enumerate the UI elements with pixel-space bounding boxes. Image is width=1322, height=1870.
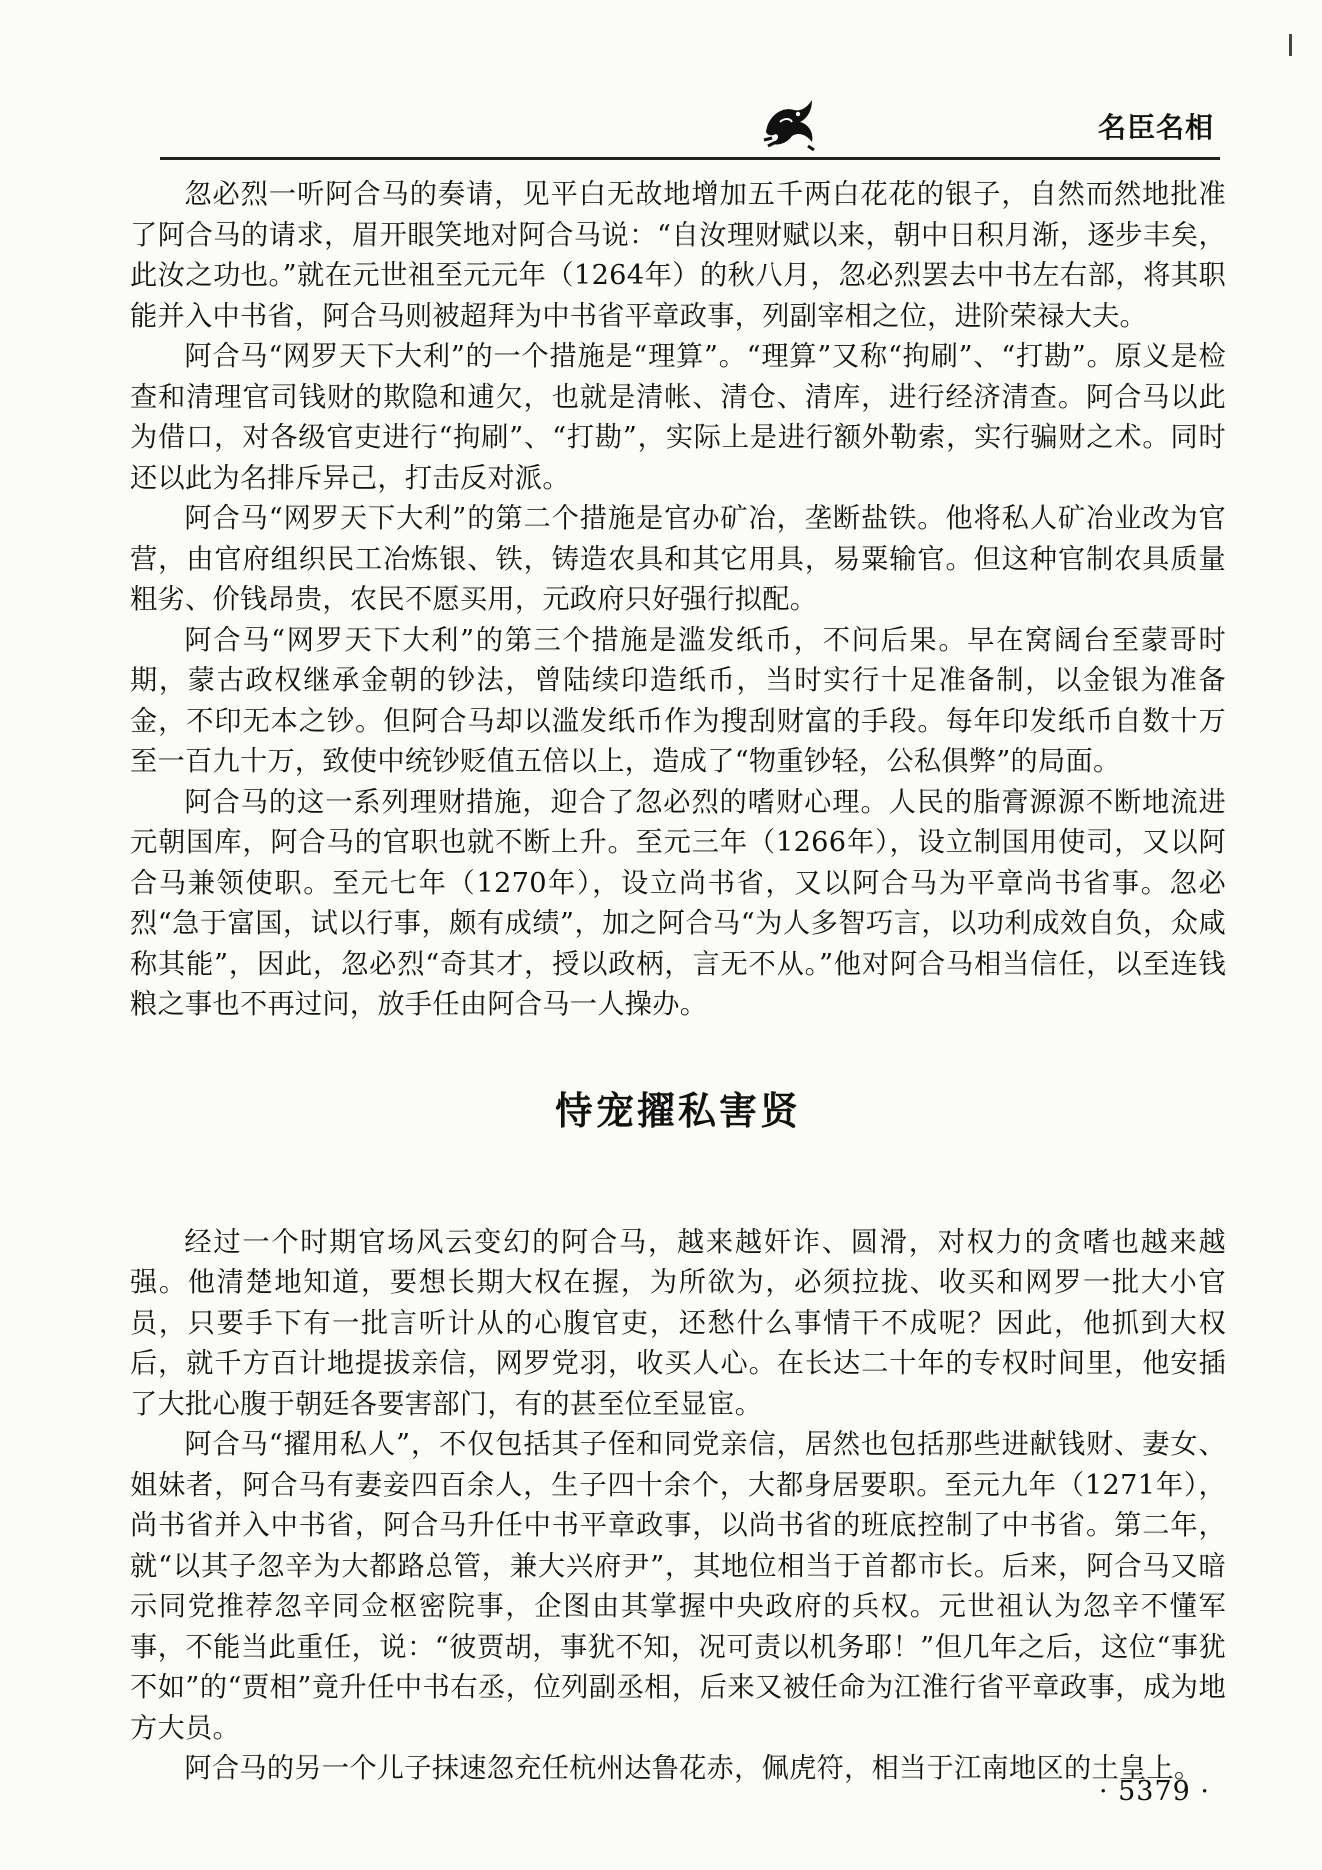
page-number: · 5379 ·	[1098, 1776, 1210, 1807]
paragraph: 阿合马“擢用私人”，不仅包括其子侄和同党亲信，居然也包括那些进献钱财、妻女、姐妹者，阿合马有妻妾四百余人，生子四十余个，大都身居要职。至元九年（1271年），尚书省并入中书省，阿合马升任中书平章政事，以尚书省的班底控制了中书省。第二年，就“以其子忽辛为大都路总管，兼大兴府尹”，其地位相当于首都市长。后来，阿合马又暗示同党推荐忽辛同佥枢密院事，企图由其掌握中央政府的兵权。元世祖认为忽辛不懂军事，不能当此重任，说：“彼贾胡，事犹不知，况可责以机务耶！”但几年之后，这位“事犹不如”的“贾相”竟升任中书右丞，位列副丞相，后来又被任命为江淮行省平章政事，成为地方大员。	[130, 1429, 1226, 1744]
main-text	[130, 175, 1226, 1790]
paragraph: 阿合马“网罗天下大利”的一个措施是“理算”。“理算”又称“拘刷”、“打勘”。原义是检查和清理官司钱财的欺隐和逋欠，也就是清帐、清仓、清库，进行经济清查。阿合马以此为借口，对各级官吏进行“拘刷”、“打勘”，实际上是进行额外勒索，实行骗财之术。同时还以此为名排斥异己，打击反对派。	[130, 341, 1226, 494]
running-title: 名臣名相	[1097, 111, 1214, 144]
dragon-emblem-icon	[758, 92, 820, 154]
paragraph: 阿合马的另一个儿子抹速忽充任杭州达鲁花赤，佩虎符，相当于江南地区的土皇上。	[184, 1753, 1202, 1784]
paragraph: 忽必烈一听阿合马的奏请，见平白无故地增加五千两白花花的银子，自然而然地批准了阿合马的请求，眉开眼笑地对阿合马说：“自汝理财赋以来，朝中日积月渐，逐步丰矣，此汝之功也。”就在元世祖至元元年（1264年）的秋八月，忽必烈罢去中书左右部，将其职能并入中书省，阿合马则被超拜为中书省平章政事，列副宰相之位，进阶荣禄大夫。	[130, 179, 1226, 332]
paragraph: 经过一个时期官场风云变幻的阿合马，越来越奸诈、圆滑，对权力的贪嗜也越来越强。他清楚地知道，要想长期大权在握，为所欲为，必须拉拢、收买和网罗一批大小官员，只要手下有一批言听计从的心腹官吏，还愁什么事情干不成呢？因此，他抓到大权后，就千方百计地提拔亲信，网罗党羽，收买人心。在长达二十年的专权时间里，他安插了大批心腹于朝廷各要害部门，有的甚至位至显宦。	[130, 1226, 1226, 1420]
section-heading: 恃宠擢私害贤	[554, 1088, 801, 1133]
paragraph: 阿合马的这一系列理财措施，迎合了忽必烈的嗜财心理。人民的脂膏源源不断地流进元朝国库，阿合马的官职也就不断上升。至元三年（1266年），设立制国用使司，又以阿合马兼领使职。至元七年（1270年），设立尚书省，又以阿合马为平章尚书省事。忽必烈“急于富国，试以行事，颇有成绩”，加之阿合马“为人多智巧言，以功利成效自负，众咸称其能”，因此，忽必烈“奇其才，授以政柄，言无不从。”他对阿合马相当信任，以至连钱粮之事也不再过问，放手任由阿合马一人操办。	[130, 786, 1226, 1020]
paragraph: 阿合马“网罗天下大利”的第二个措施是官办矿冶，垄断盐铁。他将私人矿冶业改为官营，由官府组织民工冶炼银、铁，铸造农具和其它用具，易粟输官。但这种官制农具质量粗劣、价钱昂贵，农民不愿买用，元政府只好强行拟配。	[130, 503, 1226, 615]
header-rule	[160, 157, 1220, 160]
paragraph: 阿合马“网罗天下大利”的第三个措施是滥发纸币，不问后果。早在窝阔台至蒙哥时期，蒙古政权继承金朝的钞法，曾陆续印造纸币，当时实行十足准备制，以金银为准备金，不印无本之钞。但阿合马却以滥发纸币作为搜刮财富的手段。每年印发纸币自数十万至一百九十万，致使中统钞贬值五倍以上，造成了“物重钞轻，公私俱弊”的局面。	[130, 624, 1226, 777]
page-header	[160, 88, 1220, 160]
page-edge-mark	[1289, 34, 1292, 56]
